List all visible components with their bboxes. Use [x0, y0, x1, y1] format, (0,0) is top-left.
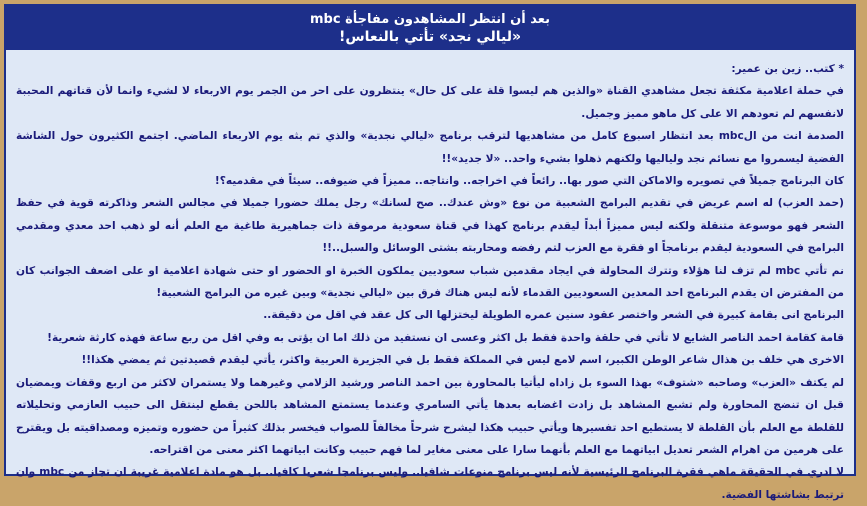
article-kicker: بعد أن انتظر المشاهدون مفاجأة mbc [310, 12, 550, 27]
byline: * كتب.. زين بن عمير: [731, 63, 844, 75]
article-paragraph: نم تأتي mbc لم تزف لنا هؤلاء وتترك المحاولة في ايجاد مقدمين شباب سعوديين يملكون الخبرة او الحضور او حتى شهادة اعلامية او على اضعف الجوانب كان من المفترض ان يقدم البرنامج احد المعدين السعوديين القدماء لأنه ليس هناك فرق بين «ليالي نجدية» وبين غيره من البرامج الشعبية! [16, 264, 844, 300]
article-header [6, 6, 854, 50]
article-paragraph: الاخرى هي خلف بن هذال شاعر الوطن الكبير، اسم لامع ليس في المملكة فقط بل في الجزيرة العربية واكثر، يأتي ليقدم قصيدتين ثم يمضي هكذا!! [81, 354, 844, 367]
article-paragraph: الصدمة انت من الmbc بعد انتظار اسبوع كامل من مشاهديها لترقب برنامج «ليالي نجدية» والذي تم بثه يوم الاربعاء الماضي. اجتمع الكثيرون حول الشاشة الفضية ليسمروا مع نسائم نجد ولياليها ولكنهم ذهلوا بشيء واحد.. «لا جديد»!! [16, 130, 844, 165]
article-paragraph: في حملة اعلامية مكثفة تجعل مشاهدي القناة «والذين هم ليسوا قلة على كل حال» ينتظرون على احر من الجمر يوم الاربعاء لا لشيء وانما لأن قناتهم المحببة لانفسهم لم تعودهم الا على كل ماهو مميز وجميل. [16, 85, 844, 120]
article-paragraph: لا ادري في الحقيقة ماهي فقرة البرنامج الرئيسية لأنه ليس برنامج منوعات شافيا.. وليس برنامجا شعريا كافيا.. بل هو مادة اعلامية غريبة ان تجاز من mbc وان ترتبط بشاشتها الفضية. [16, 466, 844, 501]
article-body [6, 50, 854, 506]
article-paragraph: كان البرنامج جميلاً في تصويره والاماكن التي صور بها.. رائعاً في اخراجه.. وانتاجه.. مميزاً في ضيوفه.. سيئاً في مقدميه؟! [214, 175, 844, 188]
article-paragraph: البرنامج انى بقامة كبيرة في الشعر واختصر عقود سنين عمره الطويلة ليختزلها الى كل عقد في اقل من دقيقة.. [263, 309, 844, 322]
article-paragraph: قامة كقامة احمد الناصر الشايع لا تأتي في حلقة واحدة فقط بل اكثر وعسى ان نستفيد من ذلك اما ان يؤتى به وفي اقل من ربع ساعة فهذه كارثة شعرية! [47, 331, 844, 344]
article-frame [4, 4, 856, 501]
article-paragraph: لم يكتف «العزب» وصاحبه «شتوف» بهذا السوء بل زاداه ليأتيا بالمحاورة بين احمد الناصر ورشيد الزلامي وغيرهما ولا يستمران لاكثر من اربع وقفات ويمضيان قبل ان تنضج المحاورة ولم تشبع المشاهد بل زادت اغضابه بعدها يأتي السامري وعندما يستمتع المشاهد باللحن يقطع لينتقل الى حبيب العازمي وتحليلاته للقلطة مع العلم بأن القلطة لا يستطيع احد تفسيرها ويأتي حبيب هكذا ليشرح شرحاً مخالفاً للصواب فيخسر بذلك كثيراً من حضوره وتميزه ومصداقيته بل ويقترح على هرمين من اهرام الشعر تعديل ابياتهما مع العلم بأنهما سارا على معنى مغاير لما فهم حبيب وكانت ابياتهما اكثر معنى من اقتراحه. [16, 376, 844, 456]
article-headline: «ليالي نجد» تأتي بالنعاس! [338, 29, 522, 45]
article-paragraph: (حمد العزب) له اسم عريض في تقديم البرامج الشعبية من نوع «وش عندك.. صح لسانك» رجل يملك حضورا جميلا في مجالس الشعر وذاكرته قوية في حفظ الشعر فهو موسوعة متنقلة ولكنه ليس مميزاً أبداً ليقدم برنامج كهذا في قناة سعودية مرموقة ذات جماهيرية طاغية مع العلم أنه لو ذهب احد معدي ومقدمي البرامج في السعودية ليقدم برنامجاً او فقرة مع العزب لتم رفضه ومحاربته بشتى الوسائل والسبل..!! [16, 197, 844, 255]
